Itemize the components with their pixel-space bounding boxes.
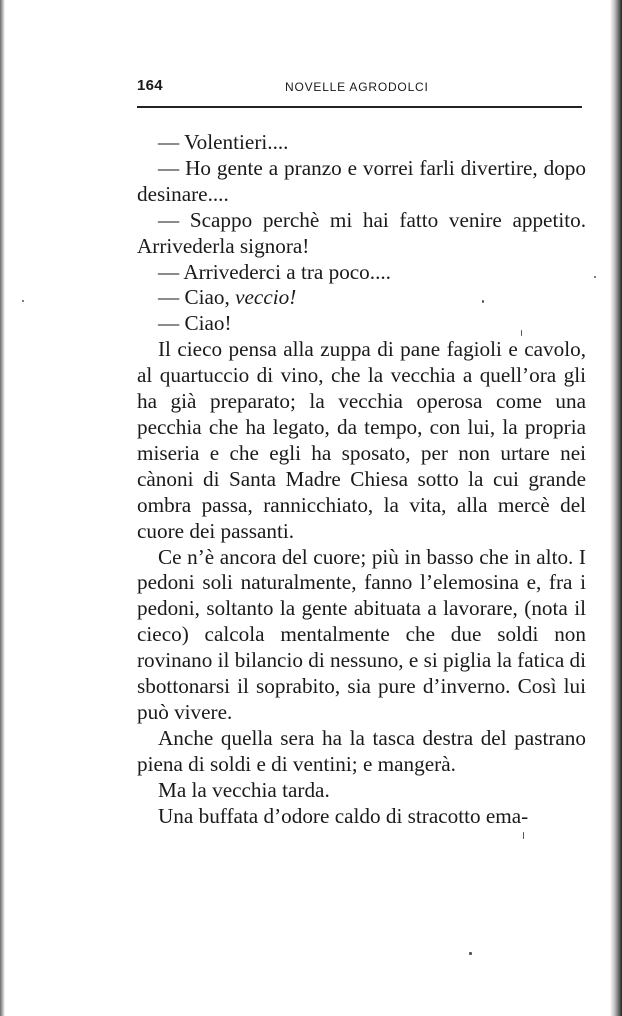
dialogue-italic: veccio! (235, 285, 297, 310)
paragraph: Una buffata d’odore caldo di stracotto ema- (158, 803, 529, 828)
page-number: 164 (137, 77, 163, 94)
dialogue-text: — Ciao, (158, 285, 236, 310)
dialogue-line: — Scappo perchè mi hai fatto venire appetito. Arrivederla signora! (137, 207, 586, 258)
print-speck (22, 300, 24, 302)
dialogue-line: — Ciao! (158, 311, 232, 336)
print-speck (469, 952, 472, 955)
page-edge-left (0, 0, 5, 1016)
paragraph: Anche quella sera ha la tasca destra del pastrano piena di soldi e di ventini; e mangerà. (137, 725, 586, 776)
print-speck (482, 300, 484, 303)
dialogue-line: — Ho gente a pranzo e vorrei farli divertire, dopo desinare.... (137, 155, 586, 206)
paragraph: Ma la vecchia tarda. (158, 777, 330, 802)
paragraph: Il cieco pensa alla zuppa di pane fagioli e cavolo, al quartuccio di vino, che la vecchia a quell’ora gli ha già preparato; la vecchia operosa come una pecchia che ha legato, da tempo, con lui, la propria miseria e che egli ha sposato, per non urtare nei cànoni di Santa Madre Chiesa sotto la cui grande ombra passa, rannicchiato, la vita, alla mercè del cuore dei passanti. (137, 337, 586, 543)
print-speck (521, 330, 522, 336)
header-rule (137, 106, 582, 108)
print-speck (523, 832, 524, 839)
dialogue-line (137, 285, 586, 311)
print-speck (594, 276, 596, 278)
body-text (137, 130, 586, 829)
page-edge-right (610, 0, 622, 1016)
page-header (137, 74, 582, 100)
paragraph: Ce n’è ancora del cuore; più in basso che in alto. I pedoni soli naturalmente, fanno l’elemosina e, fra i pedoni, soltanto la gente abituata a lavorare, (nota il cieco) calcola mentalmente che due soldi non rovinano il bilancio di nessuno, e si piglia la fatica di sbottonarsi il soprabito, sia pure d’inverno. Così lui può vivere. (137, 544, 586, 724)
dialogue-line: — Arrivederci a tra poco.... (158, 259, 391, 284)
running-title: NOVELLE AGRODOLCI (285, 80, 429, 94)
dialogue-line: — Volentieri.... (158, 130, 289, 154)
